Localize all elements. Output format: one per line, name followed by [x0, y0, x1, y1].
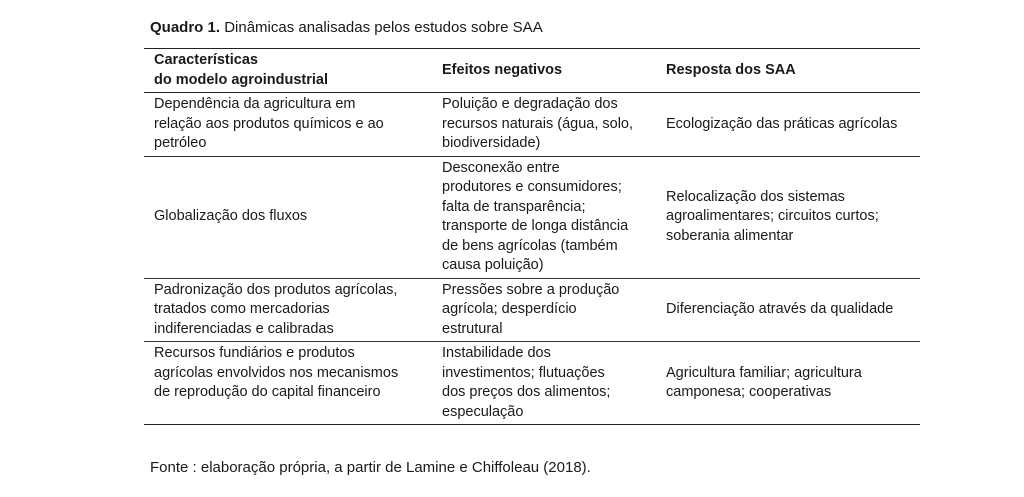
cell-line: biodiversidade): [442, 135, 541, 151]
header-line: Resposta dos SAA: [666, 61, 796, 78]
cell-line: Agricultura familiar; agricultura: [666, 364, 862, 381]
cell-line: camponesa; cooperativas: [666, 384, 832, 400]
cell-line: petróleo: [154, 135, 207, 151]
table-caption: [150, 18, 543, 38]
caption-label: Quadro 1.: [150, 19, 221, 36]
cell-line: Pressões sobre a produção: [442, 281, 620, 298]
cell-line: soberania alimentar: [666, 227, 794, 244]
table-cell: [432, 342, 656, 424]
table-row: [144, 279, 920, 343]
cell-line: agrícolas envolvidos nos mecanismos: [154, 364, 399, 381]
table-cell: [144, 93, 432, 156]
cell-line: estrutural: [442, 320, 503, 337]
cell-line: produtores e consumidores;: [442, 179, 622, 195]
cell-line: investimentos; flutuações: [442, 364, 605, 381]
cell-line: indiferenciadas e calibradas: [154, 320, 334, 337]
cell-line: Recursos fundiários e produtos: [154, 345, 355, 361]
cell-line: Relocalização dos sistemas: [666, 188, 845, 205]
header-line: do modelo agroindustrial: [154, 71, 329, 88]
cell-line: Poluição e degradação dos: [442, 96, 618, 112]
cell-line: tratados como mercadorias: [154, 301, 330, 317]
table-cell: [432, 157, 656, 278]
header-efeitos-negativos: [432, 49, 656, 92]
header-resposta-saa: [656, 49, 920, 92]
table-cell: [656, 279, 920, 342]
table-row: [144, 93, 920, 157]
table-cell: [144, 342, 432, 424]
header-line: Características: [154, 52, 258, 68]
header-line: Efeitos negativos: [442, 61, 563, 78]
table-cell: [656, 93, 920, 156]
cell-line: dos preços dos alimentos;: [442, 384, 611, 400]
cell-line: Globalização dos fluxos: [154, 208, 308, 225]
cell-line: Dependência da agricultura em: [154, 96, 356, 112]
cell-line: Desconexão entre: [442, 159, 560, 176]
table-header-row: [144, 49, 920, 93]
cell-line: recursos naturais (água, solo,: [442, 115, 634, 132]
table-cell: [432, 279, 656, 342]
table-cell: [656, 342, 920, 424]
cell-line: agrícola; desperdício: [442, 301, 577, 317]
cell-line: Padronização dos produtos agrícolas,: [154, 281, 398, 298]
table-cell: [432, 93, 656, 156]
table-cell: [656, 157, 920, 278]
comparison-table: [144, 48, 920, 425]
caption-text: Dinâmicas analisadas pelos estudos sobre SAA: [224, 19, 543, 36]
cell-line: de bens agrícolas (também: [442, 237, 618, 254]
cell-line: transporte de longa distância: [442, 218, 629, 234]
cell-line: Diferenciação através da qualidade: [666, 301, 894, 317]
cell-line: especulação: [442, 403, 524, 420]
cell-line: de reprodução do capital financeiro: [154, 384, 381, 400]
table-row: [144, 342, 920, 425]
cell-line: agroalimentares; circuitos curtos;: [666, 208, 879, 225]
cell-line: Ecologização das práticas agrícolas: [666, 115, 898, 132]
cell-line: Instabilidade dos: [442, 345, 551, 361]
cell-line: relação aos produtos químicos e ao: [154, 115, 384, 132]
header-caracteristicas: [144, 49, 432, 92]
table-row: [144, 157, 920, 279]
table-cell: [144, 157, 432, 278]
cell-line: causa poluição): [442, 257, 544, 273]
cell-line: falta de transparência;: [442, 198, 586, 215]
table-cell: [144, 279, 432, 342]
table-source-note: Fonte : elaboração própria, a partir de Lamine e Chiffoleau (2018).: [150, 459, 591, 476]
